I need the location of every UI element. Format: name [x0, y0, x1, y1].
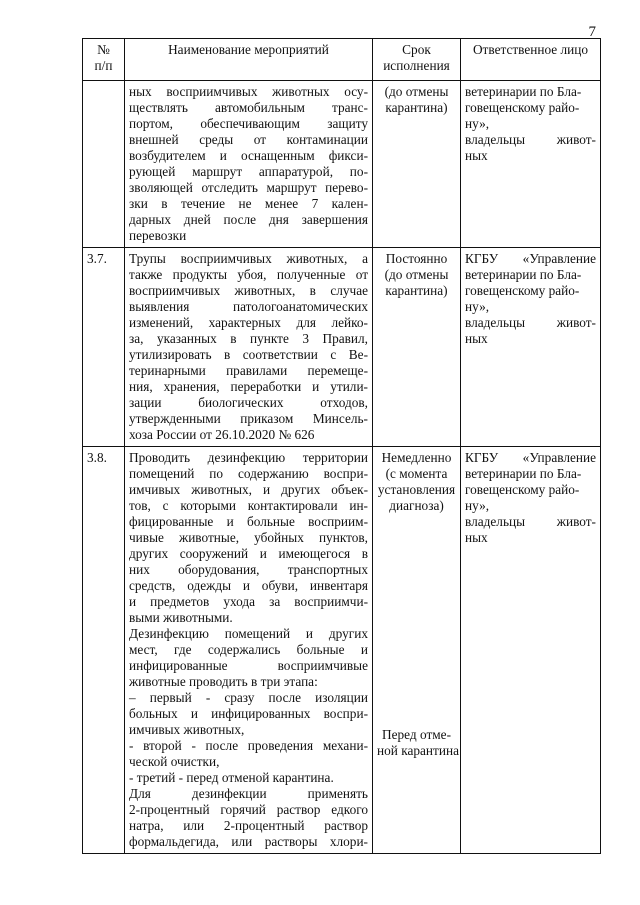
table-header-row [83, 39, 601, 81]
term-cell: Постоянно (до отмены карантина) [373, 248, 461, 447]
measure-text: ных восприимчивых животных осу- ществлять автомобильным транс- портом, обеспечивающим защиту внешней среды от контаминации возбудителем и оснащенным фикси- рующей маршрут аппаратурой, по- зволяющей отследить маршрут перево- зки в течение не менее 7 кален- дарных дней после дня завершения перевозки [125, 81, 373, 248]
measure-text: Проводить дезинфекцию территории помещений по содержанию воспри- имчивых животных, и других объек- тов, с которыми контактировали ин- фицированные и больные восприим- чивые животные, убойных пунктов, других сооружений и имеющегося в них оборудования, транспортных средств, одежды и обуви, инвентаря и предметов ухода за восприимчи- выми животными. Дезинфекцию помещений и других мест, где содержались больные и инфицированные восприимчивые животные проводить в три этапа: – первый - сразу после изоляции больных и инфицированных воспри- имчивых животных, - второй - после проведения механи- ческой очистки, - третий - перед отменой карантина. Для дезинфекции применять 2-процентный горячий раствор едкого натра, или 2-процентный раствор формальдегида, или растворы хлори- [125, 447, 373, 854]
term-cell: (до отмены карантина) [373, 81, 461, 248]
header-responsible: Ответственное лицо [461, 39, 601, 81]
header-term: Срок исполнения [373, 39, 461, 81]
measure-text: Трупы восприимчивых животных, а также продукты убоя, полученные от восприимчивых животных, в случае выявления патологоанатомических изменений, характерных для лейко- за, указанных в пункте 3 Правил, утилизировать в соответствии с Ве- теринарными правилами перемеще- ния, хранения, переработки и утили- зации биологических отходов, утвержденными приказом Минсель- хоза России от 26.10.2020 № 626 [125, 248, 373, 447]
table-row [83, 81, 601, 248]
row-number: 3.8. [83, 447, 125, 854]
responsible-cell: ветеринарии по Бла- говещенскому райо- ну», владельцы живот- ных [461, 81, 601, 248]
row-number: 3.7. [83, 248, 125, 447]
responsible-cell: КГБУ «Управление ветеринарии по Бла- говещенскому райо- ну», владельцы живот- ных [461, 248, 601, 447]
responsible-cell: КГБУ «Управление ветеринарии по Бла- говещенскому райо- ну», владельцы живот- ных [461, 447, 601, 854]
header-number: № п/п [83, 39, 125, 81]
term-cell: Немедленно (с момента установления диагноза) Перед отме- ной карантина [373, 447, 461, 854]
row-number [83, 81, 125, 248]
table-row [83, 447, 601, 854]
measures-table [82, 38, 601, 854]
table-row [83, 248, 601, 447]
page-number: 7 [588, 24, 596, 40]
header-measure-name: Наименование мероприятий [125, 39, 373, 81]
